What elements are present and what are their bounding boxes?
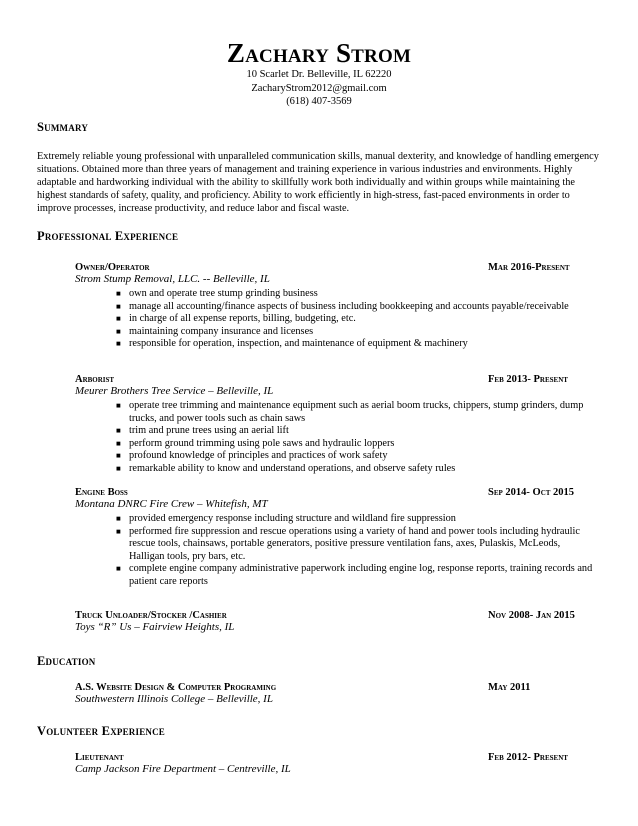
bullet-icon: ■ [116, 451, 121, 461]
bullet-icon: ■ [116, 326, 121, 336]
job-date: Mar 2016-Present [488, 262, 570, 273]
bullet-item: ■ own and operate tree stump grinding business [116, 288, 318, 299]
school-name: Southwestern Illinois College – Belleville, IL [75, 693, 273, 705]
bullet-item: ■ maintaining company insurance and licenses [116, 325, 314, 337]
job-entry [75, 487, 595, 589]
volunteer-organization: Camp Jackson Fire Department – Centreville, IL [75, 763, 291, 775]
volunteer-date: Feb 2012- Present [488, 752, 568, 763]
bullet-icon: ■ [116, 438, 121, 448]
bullet-item: ■ in charge of all expense reports, billing, budgeting, etc. [116, 313, 356, 325]
volunteer-title: Lieutenant [75, 752, 124, 763]
email: ZacharyStrom2012@gmail.com [251, 82, 387, 94]
bullet-icon: ■ [116, 301, 121, 311]
bullet-item: ■ manage all accounting/finance aspects of business including bookkeeping and accounts payable/receivable [116, 300, 569, 312]
bullet-icon: ■ [116, 526, 121, 536]
address: 10 Scarlet Dr. Belleville, IL 62220 [246, 69, 392, 80]
job-date: Nov 2008- Jan 2015 [488, 610, 575, 621]
job-organization: Strom Stump Removal, LLC. -- Belleville, IL [75, 273, 270, 285]
volunteer-heading: Volunteer Experience [37, 724, 166, 738]
job-title: Engine Boss [75, 487, 128, 498]
job-title: Truck Unloader/Stocker /Cashier [75, 610, 227, 621]
job-date: Feb 2013- Present [488, 374, 568, 385]
job-bullets [75, 288, 595, 351]
bullet-icon: ■ [116, 289, 121, 298]
bullet-item: ■ operate tree trimming and maintenance equipment such as aerial boom trucks, chippers, stump grinders, dump trucks, and power tools such as chain saws [116, 400, 584, 424]
summary-heading: Summary [37, 120, 89, 134]
job-title: Owner/Operator [75, 262, 150, 273]
job-organization: Meurer Brothers Tree Service – Belleville, IL [75, 385, 274, 397]
job-organization: Toys “R” Us – Fairview Heights, IL [75, 621, 235, 633]
bullet-icon: ■ [116, 401, 121, 410]
bullet-icon: ■ [116, 426, 121, 436]
job-entry [75, 374, 595, 476]
bullet-icon: ■ [116, 463, 121, 473]
bullet-icon: ■ [116, 564, 121, 574]
education-entry [75, 682, 595, 706]
bullet-icon: ■ [116, 514, 121, 523]
bullet-item: ■ profound knowledge of principles and practices of work safety [116, 450, 388, 462]
job-entry [75, 262, 595, 351]
summary-text: Extremely reliable young professional with unparalleled communication skills, manual dexterity, and knowledge of handling emergency situations. Obtained more than three years of management and training experience in various industries and environments. Highly adaptable and hardworking individual with the ability to skillfully work both individually and within groups while maintaining the highest standards of safety, quality, and proficiency. Ability to work efficiently in high-stress, fast-paced environments in order to improve processes, increase productivity, and reduce labor and fiscal waste. [37, 151, 599, 214]
bullet-item: ■ trim and prune trees using an aerial lift [116, 425, 289, 437]
job-title: Arborist [75, 374, 115, 385]
job-entry [75, 610, 595, 634]
job-organization: Montana DNRC Fire Crew – Whitefish, MT [75, 498, 268, 510]
resume-header [0, 38, 638, 109]
bullet-item: ■ perform ground trimming using pole saws and hydraulic loppers [116, 437, 395, 449]
volunteer-entry [75, 752, 595, 776]
job-bullets [75, 400, 595, 476]
job-date: Sep 2014- Oct 2015 [488, 487, 575, 498]
bullet-item: ■ provided emergency response including structure and wildland fire suppression [116, 513, 456, 524]
bullet-item: ■ complete engine company administrative paperwork including engine log, response reports, training records and patient care reports [116, 563, 593, 587]
education-heading: Education [37, 654, 96, 668]
bullet-item: ■ responsible for operation, inspection, and maintenance of equipment & machinery [116, 338, 468, 350]
experience-heading: Professional Experience [37, 229, 179, 243]
bullet-item: ■ remarkable ability to know and understand operations, and observe safety rules [116, 462, 456, 474]
bullet-item: ■ performed fire suppression and rescue operations using a variety of hand and power tools including hydraulic rescue tools, chainsaws, portable generators, positive pressure ventilation fans, axes, Pulaskis, McLeods, Halligan tools, pry bars, etc. [116, 525, 580, 562]
degree-title: A.S. Website Design & Computer Programing [75, 682, 277, 693]
candidate-name: Zachary Strom [226, 38, 412, 68]
bullet-icon: ■ [116, 314, 121, 324]
phone: (618) 407-3569 [286, 96, 352, 107]
job-bullets [75, 513, 595, 589]
bullet-icon: ■ [116, 339, 121, 349]
education-date: May 2011 [488, 682, 531, 693]
